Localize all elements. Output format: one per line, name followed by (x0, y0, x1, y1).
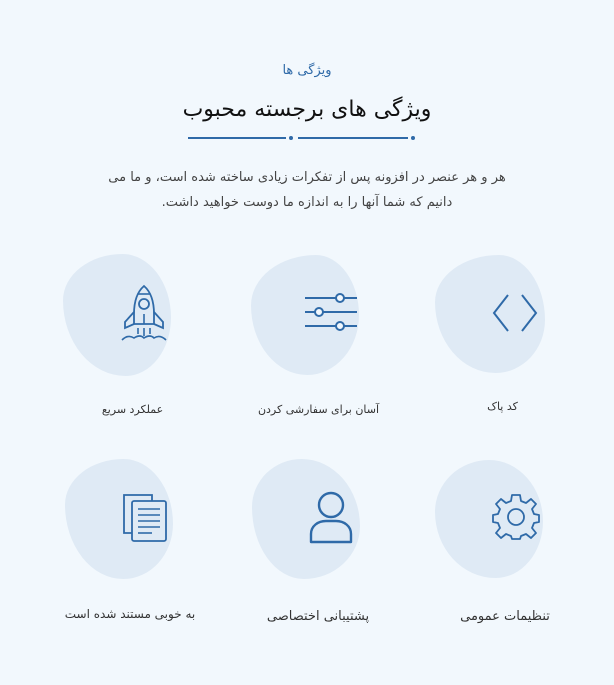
feature-label: پشتیبانی اختصاصی (266, 609, 370, 624)
title-divider (186, 133, 416, 143)
section-description (80, 165, 534, 215)
description-line-1: هر و هر عنصر در افزونه پس از تفکرات زیادی ساخته شده است، و ما می (108, 170, 506, 185)
feature-customizable (236, 250, 426, 430)
feature-label: تنظیمات عمومی (460, 609, 550, 624)
feature-fast-performance (50, 250, 240, 430)
feature-label: آسان برای سفارشی کردن (257, 403, 380, 416)
feature-label: کد پاک (487, 400, 518, 413)
documents-icon (122, 493, 168, 543)
user-icon (308, 490, 354, 544)
feature-clean-code (420, 250, 610, 430)
section-title: ویژگی های برجسته محبوب (182, 97, 432, 122)
feature-dedicated-support (236, 455, 426, 635)
description-line-2: دانیم که شما آنها را به اندازه ما دوست خواهید داشت. (161, 195, 453, 210)
gear-icon (492, 493, 540, 541)
rocket-icon (120, 284, 168, 342)
code-brackets-icon (490, 290, 540, 336)
feature-general-settings (420, 455, 610, 635)
section-eyebrow: ویژگی ها (282, 63, 332, 78)
feature-well-documented (50, 455, 240, 635)
feature-label: عملکرد سریع (101, 403, 164, 416)
feature-label: به خوبی مستند شده است (64, 607, 196, 621)
sliders-icon (304, 292, 358, 334)
